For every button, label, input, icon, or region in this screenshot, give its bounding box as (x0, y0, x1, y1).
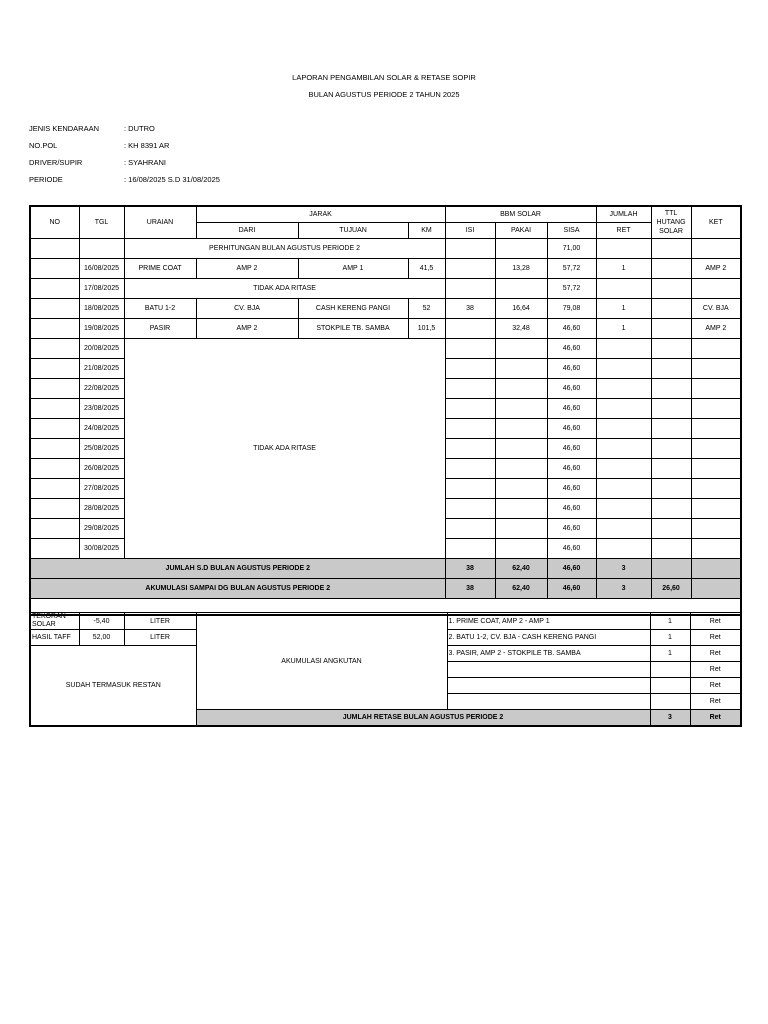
intro-label: PERHITUNGAN BULAN AGUSTUS PERIODE 2 (124, 239, 445, 259)
ritase-desc (447, 678, 650, 694)
cell-ret: 1 (596, 299, 651, 319)
ritase-qty: 1 (650, 613, 690, 630)
jumlah-ret: 3 (596, 559, 651, 579)
ritase-desc (447, 694, 650, 710)
report-subtitle: BULAN AGUSTUS PERIODE 2 TAHUN 2025 (308, 90, 460, 99)
info-label: DRIVER/SUPIR (29, 158, 83, 167)
header-dari: DARI (196, 223, 298, 239)
table-row (30, 319, 741, 339)
tekoran-label: TEKORAN SOLAR (30, 613, 79, 630)
cell-tgl: 17/08/2025 (79, 279, 124, 299)
cell-sisa: 46,60 (547, 479, 596, 499)
cell-tgl: 21/08/2025 (79, 359, 124, 379)
cell-pakai: 13,28 (495, 259, 547, 279)
header-ket: KET (691, 206, 741, 239)
cell-km: 41,5 (408, 259, 445, 279)
summary-table (29, 612, 742, 727)
jumlah-ket (691, 559, 741, 579)
hasil-unit: LITER (124, 630, 196, 646)
cell-uraian: BATU 1-2 (124, 299, 196, 319)
jumlah-sisa: 46,60 (547, 559, 596, 579)
header-tgl: TGL (79, 206, 124, 239)
cell-tgl: 19/08/2025 (79, 319, 124, 339)
header-sisa: SISA (547, 223, 596, 239)
hasil-label: HASIL TAFF (30, 630, 79, 646)
fuel-report-table (29, 205, 742, 616)
jumlah-label: JUMLAH S.D BULAN AGUSTUS PERIODE 2 (30, 559, 445, 579)
hasil-value: 52,00 (79, 630, 124, 646)
akumulasi-label: AKUMULASI SAMPAI DG BULAN AGUSTUS PERIODE 2 (30, 579, 445, 599)
header-isi: ISI (445, 223, 495, 239)
ritase-desc: 2. BATU 1-2, CV. BJA - CASH KERENG PANGI (447, 630, 650, 646)
total-retase-label: JUMLAH RETASE BULAN AGUSTUS PERIODE 2 (196, 710, 650, 727)
jumlah-ttl (651, 559, 691, 579)
cell-ttl (651, 299, 691, 319)
cell-sisa: 46,60 (547, 499, 596, 519)
cell-ret: 1 (596, 259, 651, 279)
tekoran-unit: LITER (124, 613, 196, 630)
total-row-akumulasi (30, 579, 741, 599)
cell-sisa: 46,60 (547, 459, 596, 479)
header-km: KM (408, 223, 445, 239)
cell-tgl: 18/08/2025 (79, 299, 124, 319)
akumulasi-angkutan-label: AKUMULASI ANGKUTAN (196, 613, 447, 710)
cell-ttl (651, 319, 691, 339)
cell-no-ritase: TIDAK ADA RITASE (124, 279, 445, 299)
total-retase-qty: 3 (650, 710, 690, 727)
cell-tgl: 27/08/2025 (79, 479, 124, 499)
summary-row-tekoran (30, 613, 741, 630)
cell-tgl: 16/08/2025 (79, 259, 124, 279)
ritase-qty: 1 (650, 630, 690, 646)
header-ttl-hutang-solar: TTL HUTANG SOLAR (651, 206, 691, 239)
cell-sisa: 57,72 (547, 279, 596, 299)
cell-tgl: 25/08/2025 (79, 439, 124, 459)
jumlah-pakai: 62,40 (495, 559, 547, 579)
header-row-1 (30, 206, 741, 223)
cell-pakai: 16,64 (495, 299, 547, 319)
cell-sisa: 46,60 (547, 339, 596, 359)
cell-tgl: 30/08/2025 (79, 539, 124, 559)
cell-dari: AMP 2 (196, 319, 298, 339)
header-tujuan: TUJUAN (298, 223, 408, 239)
table-row-intro (30, 239, 741, 259)
cell-sisa: 46,60 (547, 519, 596, 539)
akumulasi-isi: 38 (445, 579, 495, 599)
info-value: : SYAHRANI (124, 158, 166, 167)
ritase-qty (650, 678, 690, 694)
ritase-unit: Ret (690, 613, 741, 630)
ritase-qty (650, 694, 690, 710)
info-value: : DUTRO (124, 124, 155, 133)
akumulasi-ttl: 26,60 (651, 579, 691, 599)
cell-tujuan: AMP 1 (298, 259, 408, 279)
info-label: PERIODE (29, 175, 63, 184)
ritase-desc: 1. PRIME COAT, AMP 2 - AMP 1 (447, 613, 650, 630)
info-value: : KH 8391 AR (124, 141, 170, 150)
ritase-qty (650, 662, 690, 678)
cell-ket: AMP 2 (691, 259, 741, 279)
header-ret: RET (596, 223, 651, 239)
cell-isi (445, 259, 495, 279)
cell-tgl: 26/08/2025 (79, 459, 124, 479)
ritase-unit: Ret (690, 678, 741, 694)
cell-sisa: 46,60 (547, 539, 596, 559)
total-row-jumlah (30, 559, 741, 579)
total-retase-unit: Ret (690, 710, 741, 727)
akumulasi-ket (691, 579, 741, 599)
ritase-unit: Ret (690, 630, 741, 646)
ritase-qty: 1 (650, 646, 690, 662)
ritase-unit: Ret (690, 662, 741, 678)
cell-tujuan: CASH KERENG PANGI (298, 299, 408, 319)
cell-km: 101,5 (408, 319, 445, 339)
jumlah-isi: 38 (445, 559, 495, 579)
cell-sisa: 46,60 (547, 439, 596, 459)
cell-ket: AMP 2 (691, 319, 741, 339)
header-pakai: PAKAI (495, 223, 547, 239)
cell-tgl: 24/08/2025 (79, 419, 124, 439)
header-jumlah: JUMLAH (596, 206, 651, 223)
cell-dari: AMP 2 (196, 259, 298, 279)
table-row (30, 259, 741, 279)
table-row (30, 339, 741, 359)
tekoran-value: -5,40 (79, 613, 124, 630)
cell-ttl (651, 259, 691, 279)
cell-isi (445, 319, 495, 339)
cell-ket: CV. BJA (691, 299, 741, 319)
ritase-desc (447, 662, 650, 678)
cell-pakai: 32,48 (495, 319, 547, 339)
cell-km: 52 (408, 299, 445, 319)
cell-tujuan: STOKPILE TB. SAMBA (298, 319, 408, 339)
info-label: NO.POL (29, 141, 58, 150)
header-jarak: JARAK (196, 206, 445, 223)
ritase-unit: Ret (690, 646, 741, 662)
table-row (30, 279, 741, 299)
no-ritase-block: TIDAK ADA RITASE (124, 339, 445, 559)
cell-sisa: 79,08 (547, 299, 596, 319)
cell-uraian: PASIR (124, 319, 196, 339)
restan-note: SUDAH TERMASUK RESTAN (30, 646, 196, 727)
cell-ret: 1 (596, 319, 651, 339)
header-uraian: URAIAN (124, 206, 196, 239)
akumulasi-pakai: 62,40 (495, 579, 547, 599)
intro-sisa: 71,00 (547, 239, 596, 259)
cell-tgl: 22/08/2025 (79, 379, 124, 399)
header-bbm-solar: BBM SOLAR (445, 206, 596, 223)
cell-sisa: 46,60 (547, 359, 596, 379)
cell-sisa: 46,60 (547, 379, 596, 399)
report-title: LAPORAN PENGAMBILAN SOLAR & RETASE SOPIR (292, 73, 476, 82)
ritase-unit: Ret (690, 694, 741, 710)
cell-tgl: 29/08/2025 (79, 519, 124, 539)
cell-tgl: 20/08/2025 (79, 339, 124, 359)
cell-tgl: 28/08/2025 (79, 499, 124, 519)
cell-tgl: 23/08/2025 (79, 399, 124, 419)
cell-uraian: PRIME COAT (124, 259, 196, 279)
cell-sisa: 57,72 (547, 259, 596, 279)
cell-isi: 38 (445, 299, 495, 319)
cell-sisa: 46,60 (547, 399, 596, 419)
info-label: JENIS KENDARAAN (29, 124, 100, 133)
header-no: NO (30, 206, 79, 239)
cell-sisa: 46,60 (547, 419, 596, 439)
akumulasi-sisa: 46,60 (547, 579, 596, 599)
ritase-desc: 3. PASIR, AMP 2 - STOKPILE TB. SAMBA (447, 646, 650, 662)
table-row (30, 299, 741, 319)
cell-dari: CV. BJA (196, 299, 298, 319)
info-value: : 16/08/2025 S.D 31/08/2025 (124, 175, 220, 184)
cell-sisa: 46,60 (547, 319, 596, 339)
akumulasi-ret: 3 (596, 579, 651, 599)
